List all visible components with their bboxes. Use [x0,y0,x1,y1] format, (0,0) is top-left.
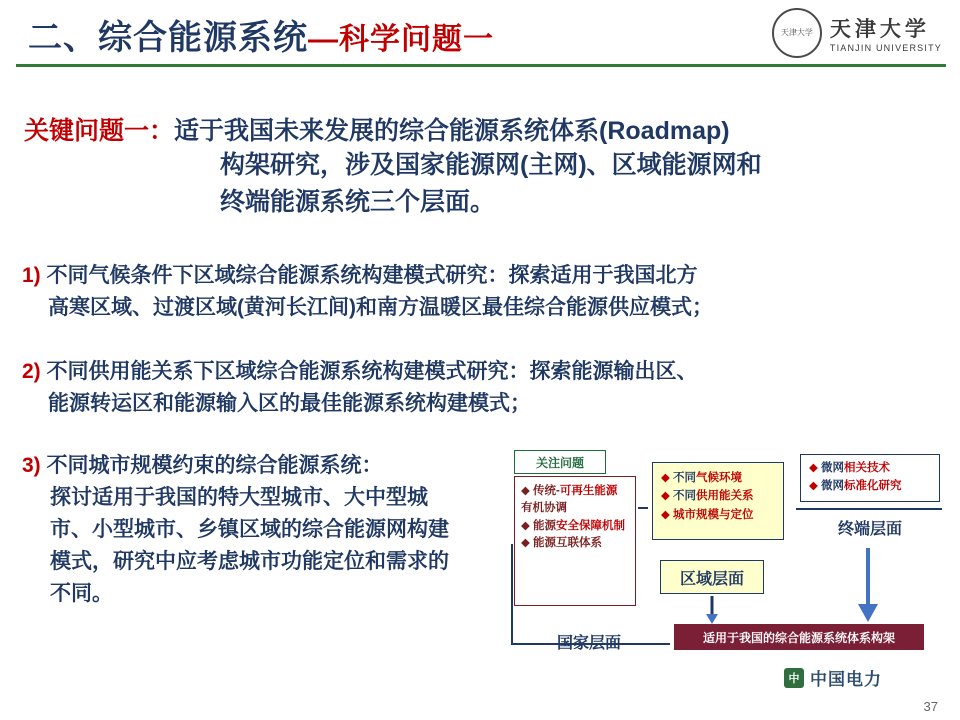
architecture-diagram [500,448,948,678]
title-main: 综合能源系统 [98,19,308,57]
diagram-left-bullet-2: ◆ 能源安全保障机制 [521,519,626,532]
list-item-line1: 不同气候条件下区域综合能源系统构建模式研究：探索适用于我国北方 [46,264,698,287]
key-question-line1 [24,116,939,147]
list-item-index: 2) [22,360,41,383]
list-item-index: 1) [22,264,41,287]
list-item-line2: 能源转运区和能源输入区的最佳能源系统构建模式； [48,391,531,415]
university-seal-icon: 天津大学 [772,8,822,58]
page-number: 37 [923,699,938,714]
brand-text: 中国电力 [810,670,882,689]
diagram-mid-line-2: ◆ 不同供用能关系 [661,490,754,503]
list-item-line2: 探讨适用于我国的特大型城市、大中型城市、小型城市、乡镇区域的综合能源网构建模式，研究中应考虑城市功能定位和需求的不同。 [50,485,449,605]
region-layer-label: 区域层面 [660,560,764,594]
diagram-left-bullet-3: ◆ 能源互联体系 [521,536,603,549]
diagram-right-line-2: ◆ 微网标准化研究 [809,480,902,493]
header-divider [16,64,946,67]
brand-icon: 中 [784,668,804,688]
university-name-cn: 天津大学 [829,18,930,41]
page-title [28,10,494,59]
university-name-en: TIANJIN UNIVERSITY [829,43,942,53]
footer-brand [784,665,882,690]
diagram-left-box [514,476,636,606]
key-question-label: 关键问题一： [24,117,175,145]
key-question-line2: 构架研究，涉及国家能源网(主网)、区域能源网和 [220,151,762,180]
title-number: 二、 [28,19,98,57]
diagram-left-bullet-1b: 有机协调 [521,502,567,515]
final-result-bar: 适用于我国的综合能源系统体系构架 [674,624,924,650]
key-question-block [24,116,939,220]
diagram-mid-box [652,462,784,540]
university-logo [772,6,942,60]
list-item-line2: 高寒区域、过渡区域(黄河长江间)和南方温暖区最佳综合能源供应模式； [48,295,713,319]
national-layer-label: 国家层面 [556,634,621,652]
list-item [22,356,942,419]
diagram-right-box [800,454,940,502]
slide-header [0,0,960,68]
title-sub: —科学问题一 [308,23,494,56]
diagram-mid-line-3: ◆ 城市规模与定位 [661,508,754,521]
key-question-line3: 终端能源系统三个层面。 [220,187,496,216]
diagram-right-line-1: ◆ 微网相关技术 [809,462,891,474]
key-question-text1: 适于我国未来发展的综合能源系统体系(Roadmap) [174,117,730,145]
diagram-left-bullet-1: ◆ 传统-可再生能源 [521,485,618,497]
diagram-mid-line-1: ◆ 不同气候环境 [661,472,743,484]
list-item [22,450,462,610]
list-item [22,260,942,323]
list-item-line1: 不同供用能关系下区域综合能源系统构建模式研究：探索能源输出区、 [46,360,698,383]
list-item-line1: 不同城市规模约束的综合能源系统： [46,454,383,477]
list-item-index: 3) [22,454,41,477]
slide-content [0,68,960,720]
diagram-focus-label: 关注问题 [514,450,606,474]
university-logo-text [830,13,942,53]
terminal-layer-label: 终端层面 [837,520,902,538]
